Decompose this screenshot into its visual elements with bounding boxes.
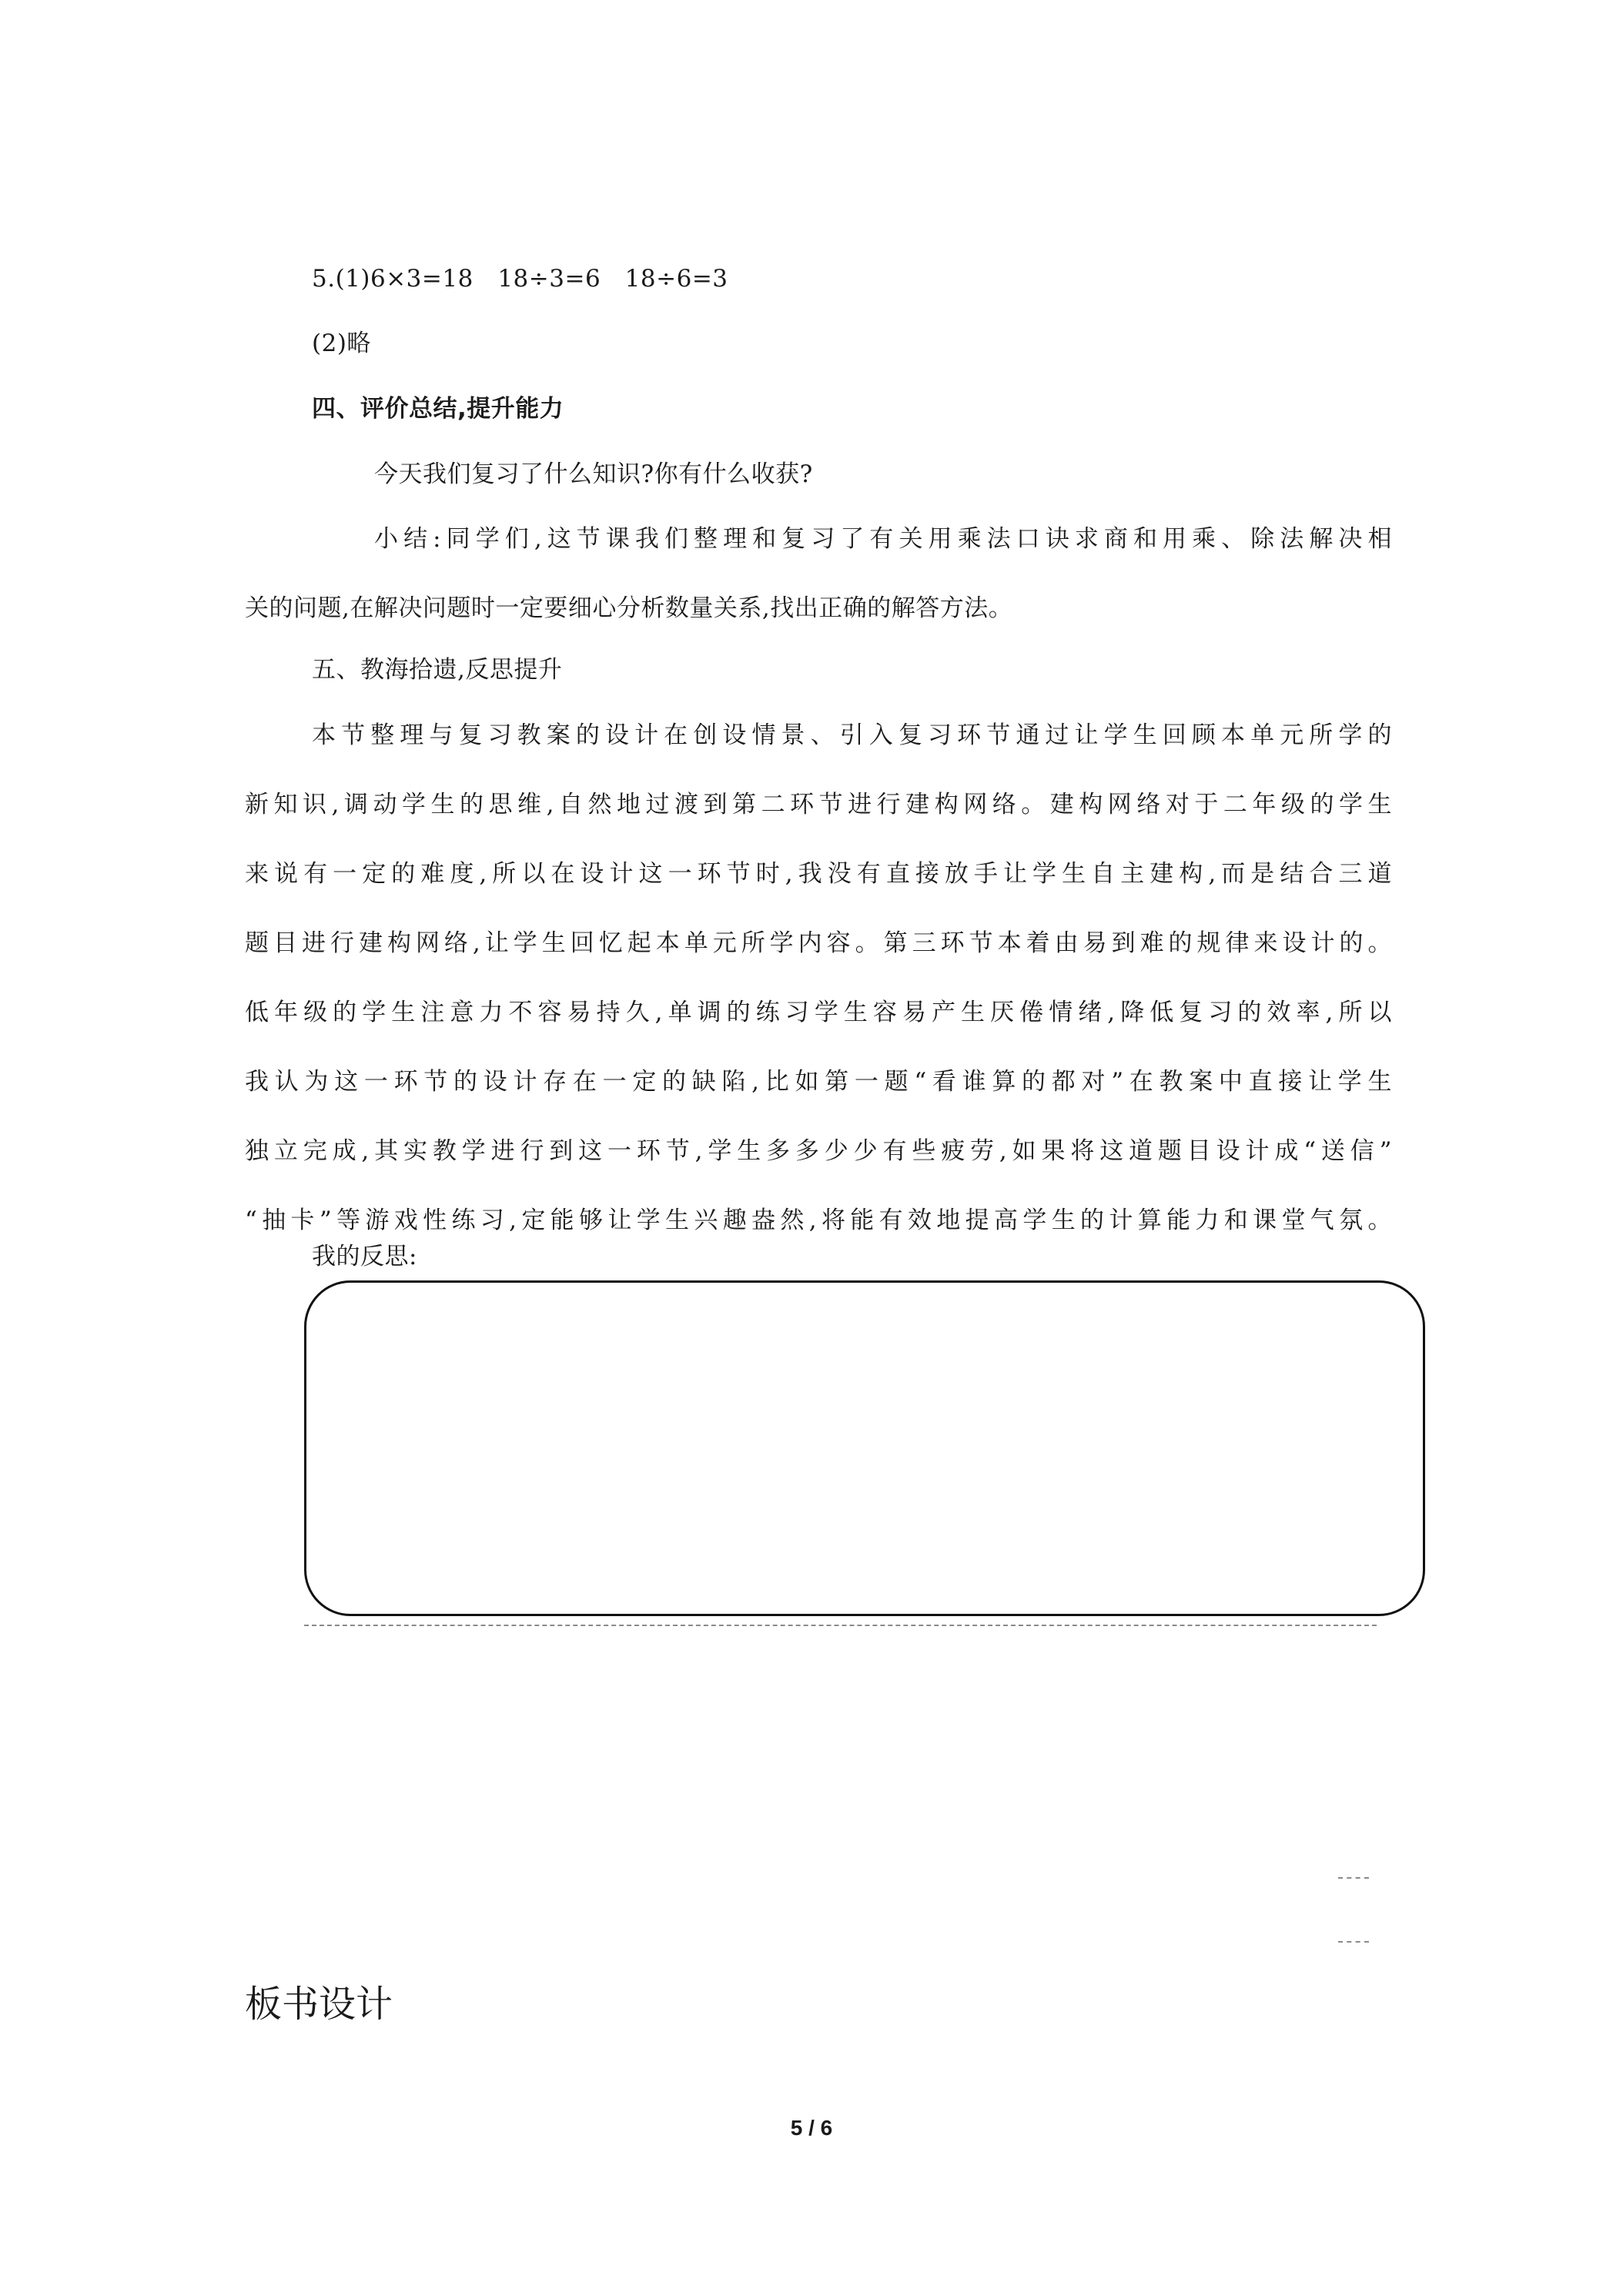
body-line-7: 独立完成,其实教学进行到这一环节,学生多多少少有些疲劳,如果将这道题目设计成“送信” <box>245 1137 1392 1165</box>
body-line-2: 新知识,调动学生的思维,自然地过渡到第二环节进行建构网络。建构网络对于二年级的学生 <box>245 791 1392 818</box>
body-line-8: “抽卡”等游戏性练习,定能够让学生兴趣盎然,将能有效地提高学生的计算能力和课堂气氛。 <box>245 1207 1392 1234</box>
reflection-writing-box[interactable] <box>304 1280 1425 1616</box>
answer-item-5-part-1: 5.(1)6×3=18 18÷3=6 18÷6=3 <box>312 265 728 293</box>
page-number: 5 / 6 <box>790 2116 833 2140</box>
body-line-4: 题目进行建构网络,让学生回忆起本单元所学内容。第三环节本着由易到难的规律来设计的。 <box>245 929 1392 957</box>
summary-line-1: 小结:同学们,这节课我们整理和复习了有关用乘法口诀求商和用乘、除法解决相 <box>374 525 1392 553</box>
body-line-3: 来说有一定的难度,所以在设计这一环节时,我没有直接放手让学生自主建构,而是结合三道 <box>245 860 1392 888</box>
section-4-heading: 四、评价总结,提升能力 <box>312 395 564 423</box>
summary-line-2: 关的问题,在解决问题时一定要细心分析数量关系,找出正确的解答方法。 <box>245 594 1013 622</box>
body-line-1: 本节整理与复习教案的设计在创设情景、引入复习环节通过让学生回顾本单元所学的 <box>312 721 1392 749</box>
answer-item-5-part-2: (2)略 <box>312 330 371 357</box>
section-4-summary <box>245 524 1392 624</box>
body-line-6: 我认为这一环节的设计存在一定的缺陷,比如第一题“看谁算的都对”在教案中直接让学生 <box>245 1068 1392 1096</box>
dashed-divider <box>304 1625 1377 1626</box>
reflection-label: 我的反思: <box>312 1243 417 1270</box>
dashed-mark-upper <box>1338 1877 1369 1879</box>
section-5-heading: 五、教海拾遗,反思提升 <box>312 656 563 684</box>
body-line-5: 低年级的学生注意力不容易持久,单调的练习学生容易产生厌倦情绪,降低复习的效率,所以 <box>245 999 1392 1026</box>
section-5-body <box>245 720 1392 1236</box>
section-4-question: 今天我们复习了什么知识?你有什么收获? <box>374 460 813 488</box>
board-design-heading: 板书设计 <box>245 1983 393 2026</box>
dashed-mark-lower <box>1338 1941 1369 1943</box>
